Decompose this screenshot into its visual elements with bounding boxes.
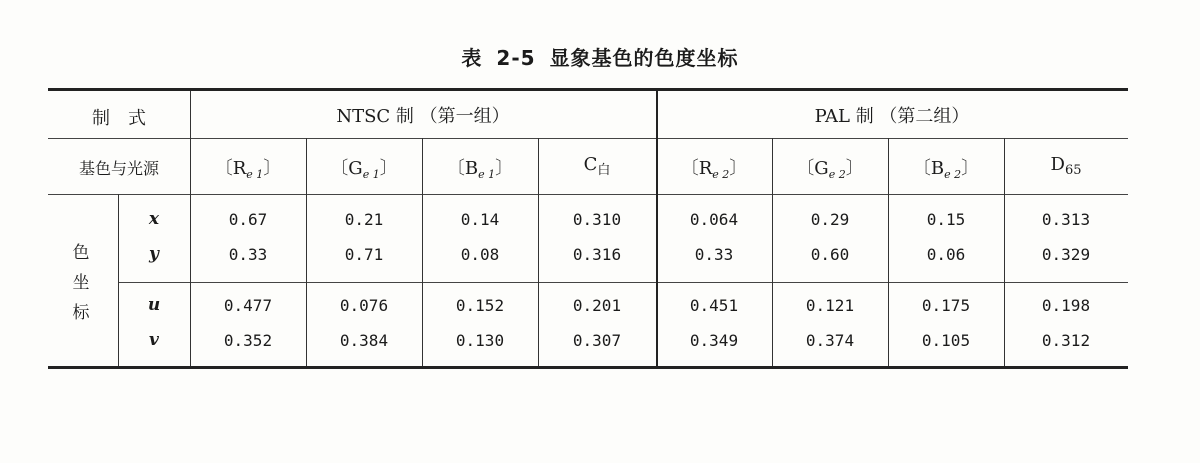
primary-subscript: e 1: [246, 168, 264, 181]
column-header: [422, 154, 538, 181]
table-caption: [0, 42, 1200, 71]
primary-letter: B: [930, 158, 945, 179]
row-group-char: 坐: [72, 273, 90, 293]
table-cell: 0.064: [689, 210, 739, 229]
bottom-rule: [48, 366, 1128, 369]
bracket-open: 〔: [912, 158, 931, 179]
column-header: [190, 154, 306, 181]
header-divider-2: [48, 194, 1128, 195]
table-cell: 0.374: [805, 331, 855, 350]
primary-subscript: 白: [597, 163, 611, 178]
table-cell: 0.384: [339, 331, 389, 350]
primary-letter: R: [232, 158, 247, 179]
bracket-close: 〕: [729, 158, 748, 179]
table-cell: 0.08: [460, 245, 500, 264]
bracket-close: 〕: [961, 158, 980, 179]
column-header: [888, 154, 1004, 181]
table-cell: 0.201: [572, 296, 622, 315]
coord-label: y: [149, 244, 159, 264]
primary-letter: R: [698, 158, 713, 179]
primary-subscript: 65: [1064, 163, 1082, 178]
column-header: [538, 154, 656, 178]
table-cell: 0.329: [1041, 245, 1091, 264]
column-header: [306, 154, 422, 181]
caption-title: 显象基色的色度坐标: [549, 46, 739, 70]
table-cell: 0.33: [694, 245, 734, 264]
system-label: 制 式: [92, 108, 146, 129]
primary-letter: C: [583, 154, 598, 175]
bracket-open: 〔: [446, 158, 465, 179]
table-cell: 0.349: [689, 331, 739, 350]
primary-letter: B: [464, 158, 479, 179]
bracket-close: 〕: [263, 158, 282, 179]
row-group-char: 色: [72, 243, 90, 263]
table-cell: 0.175: [921, 296, 971, 315]
primary-letter: D: [1050, 154, 1065, 175]
primary-subscript: e 1: [362, 168, 380, 181]
table-cell: 0.71: [344, 245, 384, 264]
table-cell: 0.29: [810, 210, 850, 229]
primary-letter: G: [348, 158, 363, 179]
bracket-close: 〕: [379, 158, 398, 179]
table-cell: 0.312: [1041, 331, 1091, 350]
table-cell: 0.076: [339, 296, 389, 315]
bracket-open: 〔: [796, 158, 815, 179]
table-cell: 0.477: [223, 296, 273, 315]
ntsc-group-header: NTSC 制 （第一组）: [336, 106, 510, 127]
column-header: [772, 154, 888, 181]
coord-label: u: [147, 295, 161, 315]
table-cell: 0.105: [921, 331, 971, 350]
header-divider-1: [48, 138, 1128, 139]
table-cell: 0.06: [926, 245, 966, 264]
table-cell: 0.121: [805, 296, 855, 315]
table-cell: 0.67: [228, 210, 268, 229]
table-cell: 0.352: [223, 331, 273, 350]
bracket-open: 〔: [214, 158, 233, 179]
bracket-open: 〔: [680, 158, 699, 179]
coord-label: v: [149, 330, 159, 350]
table-cell: 0.316: [572, 245, 622, 264]
table-cell: 0.313: [1041, 210, 1091, 229]
primary-subscript: e 2: [944, 168, 962, 181]
table-cell: 0.14: [460, 210, 500, 229]
table-cell: 0.60: [810, 245, 850, 264]
primary-subscript: e 2: [712, 168, 730, 181]
xy-uv-divider: [118, 282, 1128, 283]
coord-label: x: [148, 209, 160, 229]
table-cell: 0.152: [455, 296, 505, 315]
pal-group-header: PAL 制 （第二组）: [814, 106, 970, 127]
table-cell: 0.15: [926, 210, 966, 229]
table-cell: 0.310: [572, 210, 622, 229]
table-cell: 0.130: [455, 331, 505, 350]
table-cell: 0.451: [689, 296, 739, 315]
primary-subscript: e 1: [478, 168, 496, 181]
row-group-char: 标: [72, 303, 90, 323]
column-header: [656, 154, 772, 181]
bracket-close: 〕: [495, 158, 514, 179]
primary-letter: G: [814, 158, 829, 179]
primaries-label: 基色与光源: [78, 159, 159, 178]
caption-number: 2-5: [496, 46, 536, 70]
table-cell: 0.198: [1041, 296, 1091, 315]
table-cell: 0.33: [228, 245, 268, 264]
table-cell: 0.307: [572, 331, 622, 350]
primary-subscript: e 2: [828, 168, 846, 181]
top-rule: [48, 88, 1128, 91]
table-cell: 0.21: [344, 210, 384, 229]
column-header: [1004, 154, 1128, 178]
bracket-open: 〔: [330, 158, 349, 179]
row-group-label: [66, 238, 96, 328]
bracket-close: 〕: [845, 158, 864, 179]
caption-label: 表: [461, 46, 483, 70]
